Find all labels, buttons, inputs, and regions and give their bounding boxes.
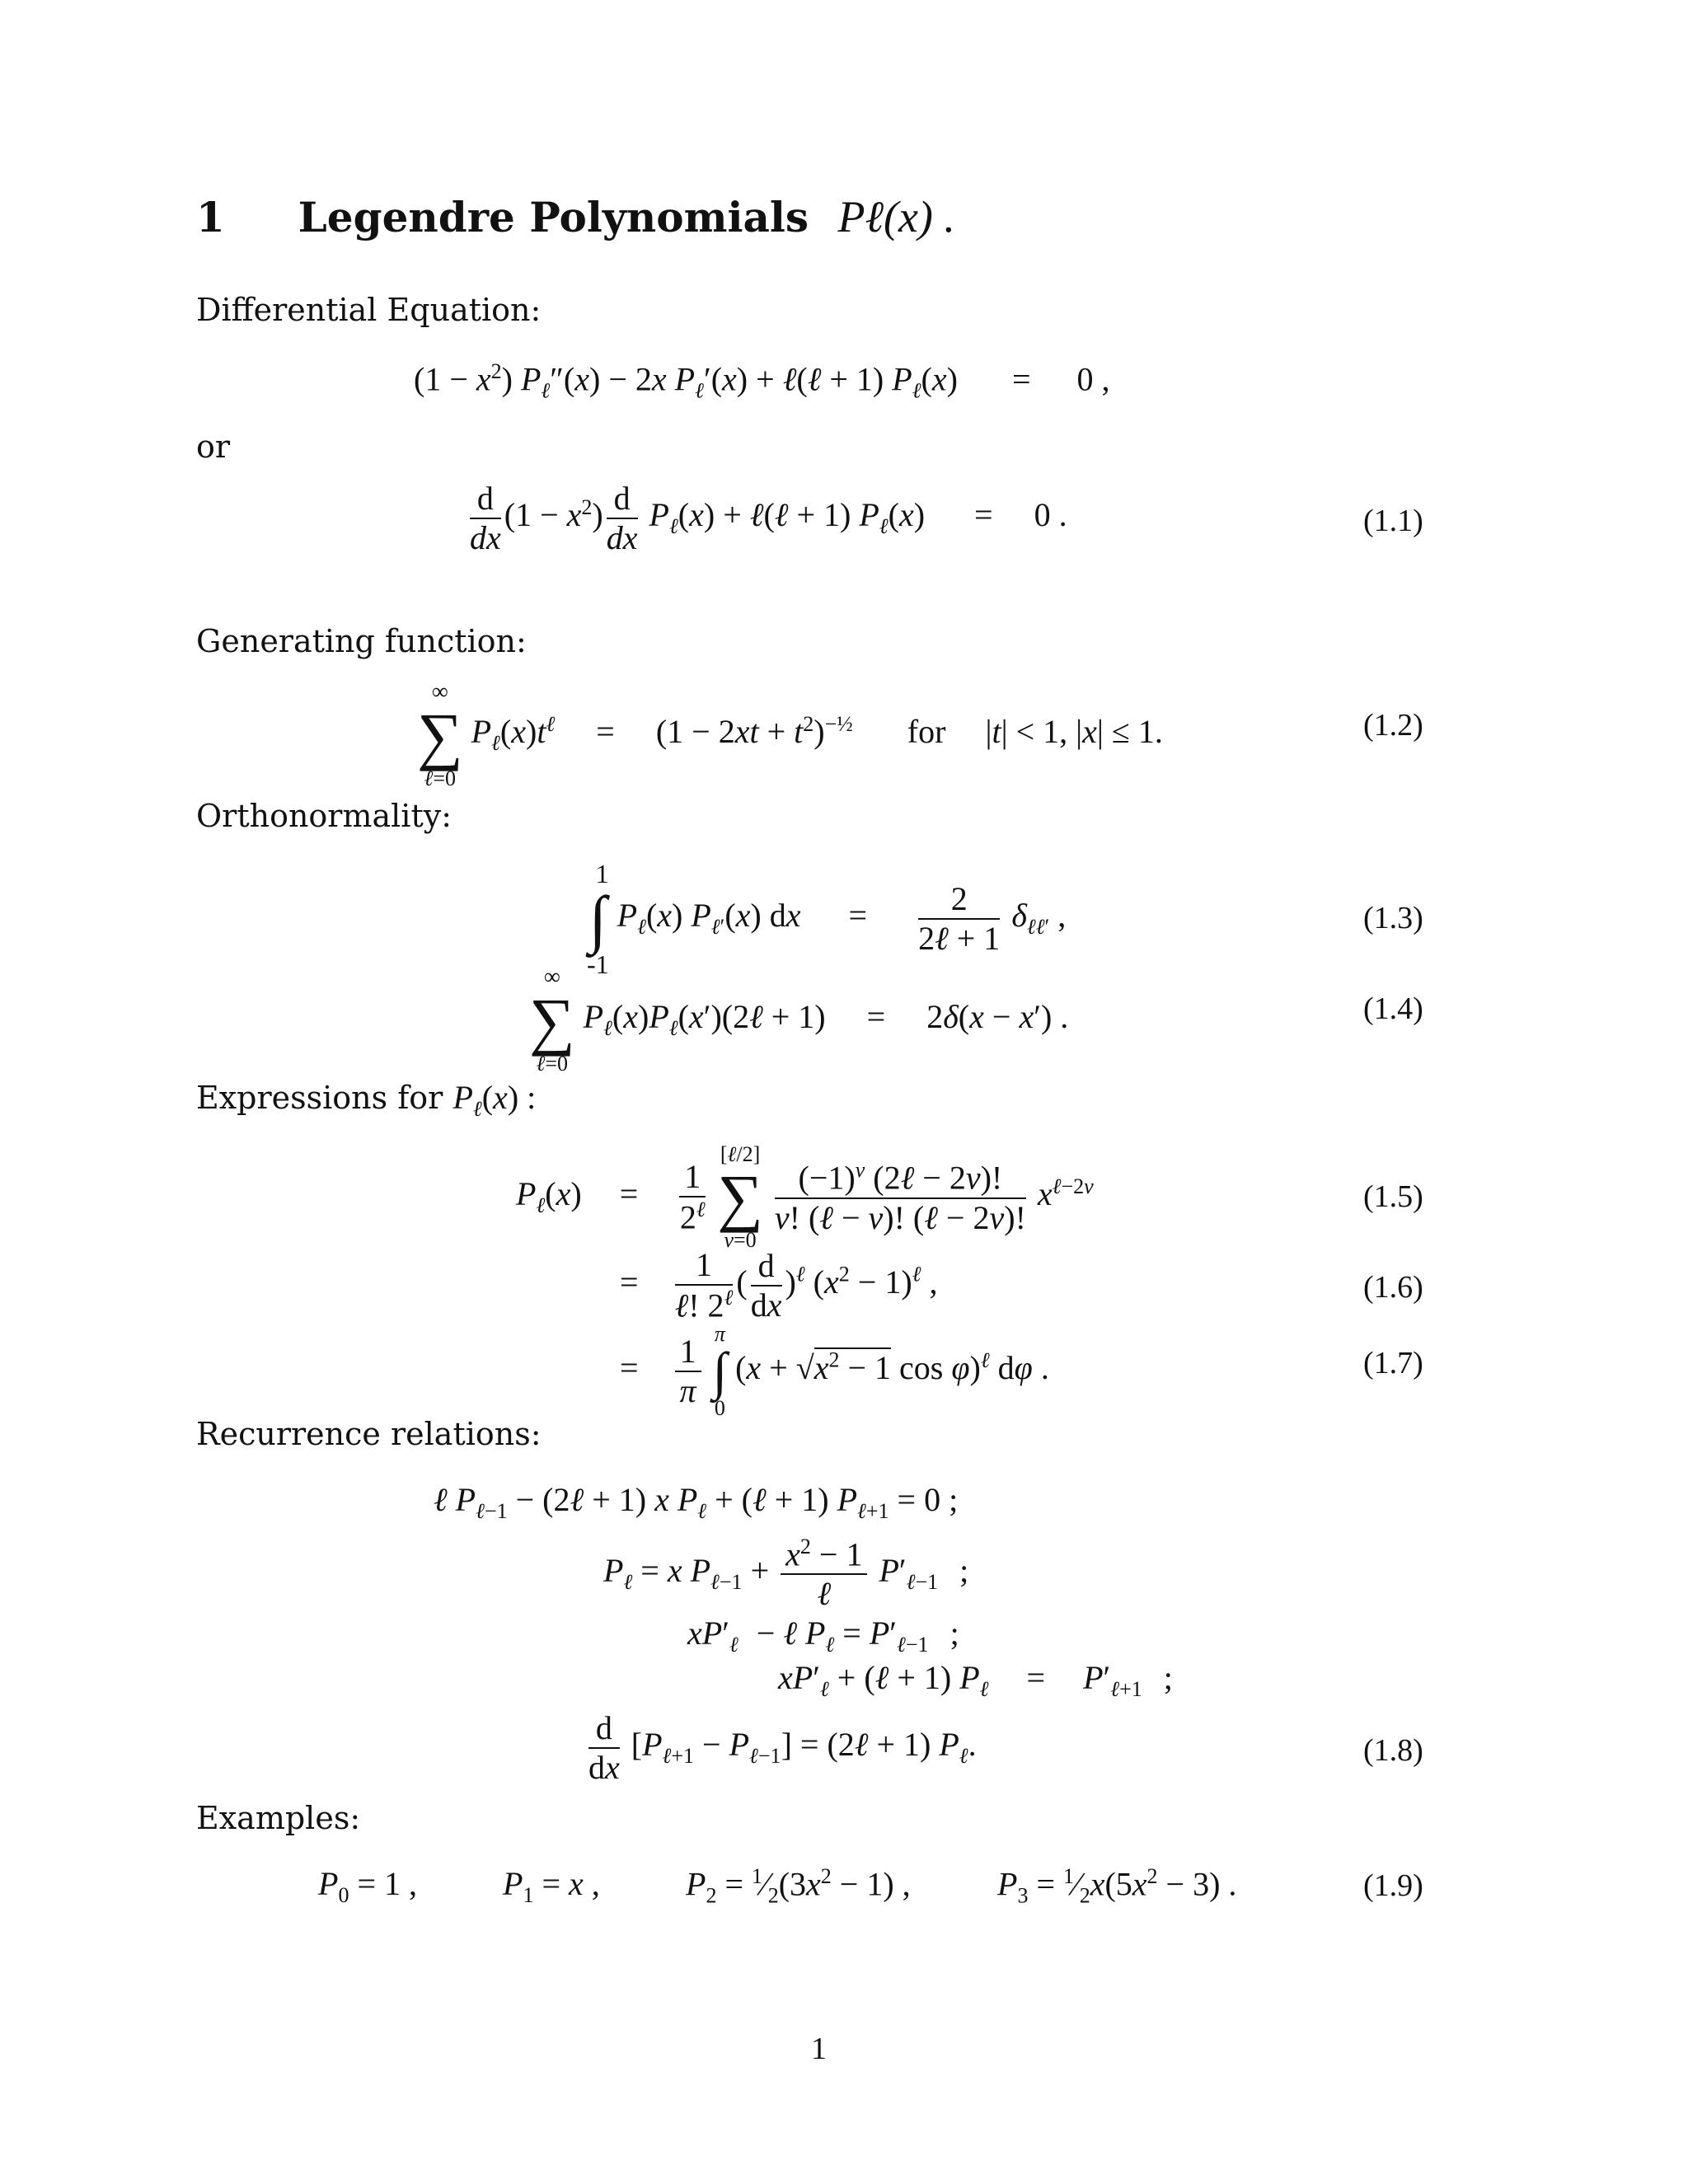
examples-p1: $P_1 = x$ , — [503, 1865, 600, 1907]
equation-number-1-3: (1.3) — [1363, 901, 1423, 935]
recurrence-1: ℓ $P_{\ell-1}$ − (2ℓ + 1) x $P_\ell$ + (ℓ + 1) $P_{\ell+1} = 0$ ; — [434, 1481, 959, 1523]
section-title: Legendre Polynomials — [298, 193, 809, 241]
label-expressions-text: Expressions for — [196, 1080, 443, 1116]
recurrence-5: $\frac{d}{dx}$ $[P_{\ell+1} - P_{\ell-1}]$ = (2ℓ + 1) $P_\ell$. — [588, 1709, 977, 1786]
examples-p0: $P_0 = 1$ , — [318, 1865, 417, 1907]
label-differential-equation: Differential Equation: — [196, 292, 542, 328]
label-orthonormality: Orthonormality: — [196, 798, 452, 834]
equation-1-5: $P_\ell(x)$ = $\frac{1}{2^\ell}$ [ℓ/2] ∑ ν=0 $\frac{(-1)^\nu (2\ell - 2\nu)!}{\text{ν! (ℓ − ν)! (ℓ − 2ν)!}}$ $x^{\ell-2\nu}$ — [516, 1142, 1094, 1252]
section-heading — [196, 191, 955, 242]
equation-1-1: $\frac{d}{dx}$ $(1 - x^2)$ $\frac{d}{dx}$ $P_\ell(x)$ + ℓ(ℓ + 1) $P_\ell(x) = 0$ . — [470, 480, 1067, 556]
equation-1-6: = $\frac{1}{\ell! 2^\ell}$ ( $\frac{d}{dx}$ )$^\ell$ $(x^2 - 1)^\ell$ , — [620, 1246, 938, 1324]
section-title-math: Pℓ(x) . — [837, 192, 955, 241]
equation-number-1-6: (1.6) — [1363, 1270, 1423, 1305]
label-or: or — [196, 429, 231, 465]
equation-1-3: 1 ∫ -1 $P_\ell(x)$ $P_{\ell'}(x)$ dx = $\frac{2}{\text{2ℓ + 1}}$ $\delta_{\ell\ell'}$ , — [587, 859, 1067, 979]
equation-number-1-4: (1.4) — [1363, 991, 1423, 1026]
equation-number-1-7: (1.7) — [1363, 1346, 1423, 1380]
label-generating-function: Generating function: — [196, 623, 527, 659]
label-examples: Examples: — [196, 1800, 361, 1836]
equation-number-1-2: (1.2) — [1363, 708, 1423, 743]
equation-number-1-8: (1.8) — [1363, 1733, 1423, 1768]
examples-p3: $P_3$ = $^1⁄_2x(5x^2 - 3)$ . — [997, 1864, 1237, 1908]
equation-differential: $(1 - x^2)$ $P_\ell''(x) - 2x$ $P_\ell'(x)$ + ℓ(ℓ + 1) $P_\ell(x) = 0$ , — [414, 359, 1110, 403]
equation-1-7: = $\frac{1}{\pi}$ π ∫ 0 ($x + √x^2 - 1$ cos φ)$^\ell$ dφ . — [620, 1322, 1049, 1420]
equation-number-1-1: (1.1) — [1363, 504, 1423, 538]
section-number: 1 — [196, 193, 225, 241]
equation-1-4: ∞ ∑ ℓ=0 $P_\ell(x)P_\ell(x')(2\ell + 1) = 2\delta(x - x')$ . — [529, 964, 1069, 1076]
equation-1-2: ∞ ∑ ℓ=0 $P_\ell(x)t^\ell = (1 - 2xt + t^2)^{-\frac{1}{2}}$ for |t| < 1, |x| ≤ 1. — [417, 679, 1163, 790]
equation-number-1-5: (1.5) — [1363, 1179, 1423, 1214]
equation-number-1-9: (1.9) — [1363, 1868, 1423, 1903]
label-expressions: Expressions for $P_\ell(x)$ : — [196, 1079, 537, 1121]
label-recurrence: Recurrence relations: — [196, 1416, 542, 1452]
page-number: 1 — [811, 2032, 827, 2066]
recurrence-4: $xP'_\ell$ + (ℓ + 1) $P_\ell = P'_{\ell+1}$ ; — [778, 1659, 1173, 1701]
recurrence-3: $xP'_\ell$ − ℓ $P_\ell = P'_{\ell-1}$ ; — [687, 1615, 959, 1657]
examples-p2: $P_2$ = $^1⁄_2(3x^2 - 1)$ , — [686, 1864, 911, 1908]
recurrence-2: $P_\ell = x$ $P_{\ell-1}$ + $\frac{x^2 - 1}{\text{ℓ}}$ $P'_{\ell-1}$ ; — [603, 1535, 969, 1613]
